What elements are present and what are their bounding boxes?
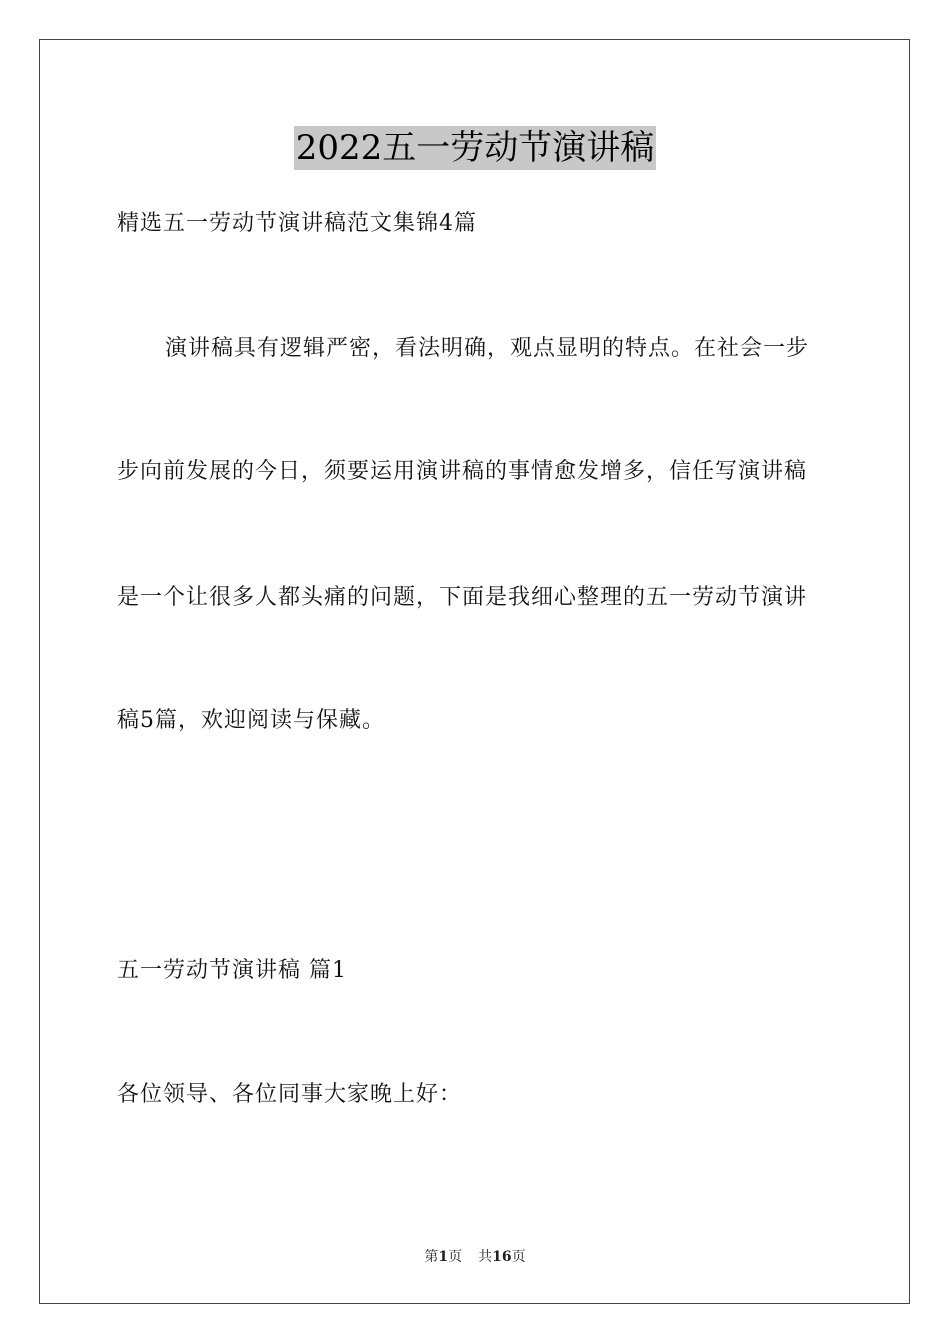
page-number: 1 (438, 1249, 449, 1265)
paragraph-line: 是一个让很多人都头痛的问题，下面是我细心整理的五一劳动节演讲 (117, 585, 808, 610)
paragraph-line: 稿5篇，欢迎阅读与保藏。 (117, 708, 385, 733)
total-pages: 16 (492, 1249, 512, 1265)
paragraph-line: 演讲稿具有逻辑严密，看法明确，观点显明的特点。在社会一步 (165, 336, 810, 361)
section-heading: 五一劳动节演讲稿 篇1 (117, 958, 347, 983)
document-title: 2022五一劳动节演讲稿 (295, 128, 655, 168)
title-container (0, 126, 950, 170)
page-suffix: 页 (448, 1249, 463, 1265)
page-prefix: 第 (424, 1249, 439, 1265)
total-suffix: 页 (511, 1249, 526, 1265)
greeting-line: 各位领导、各位同事大家晚上好： (117, 1082, 463, 1107)
document-subtitle: 精选五一劳动节演讲稿范文集锦4篇 (117, 211, 477, 236)
total-prefix: 共 (478, 1249, 493, 1265)
paragraph-line: 步向前发展的今日，须要运用演讲稿的事情愈发增多，信任写演讲稿 (117, 459, 808, 484)
page-footer (0, 1247, 950, 1267)
